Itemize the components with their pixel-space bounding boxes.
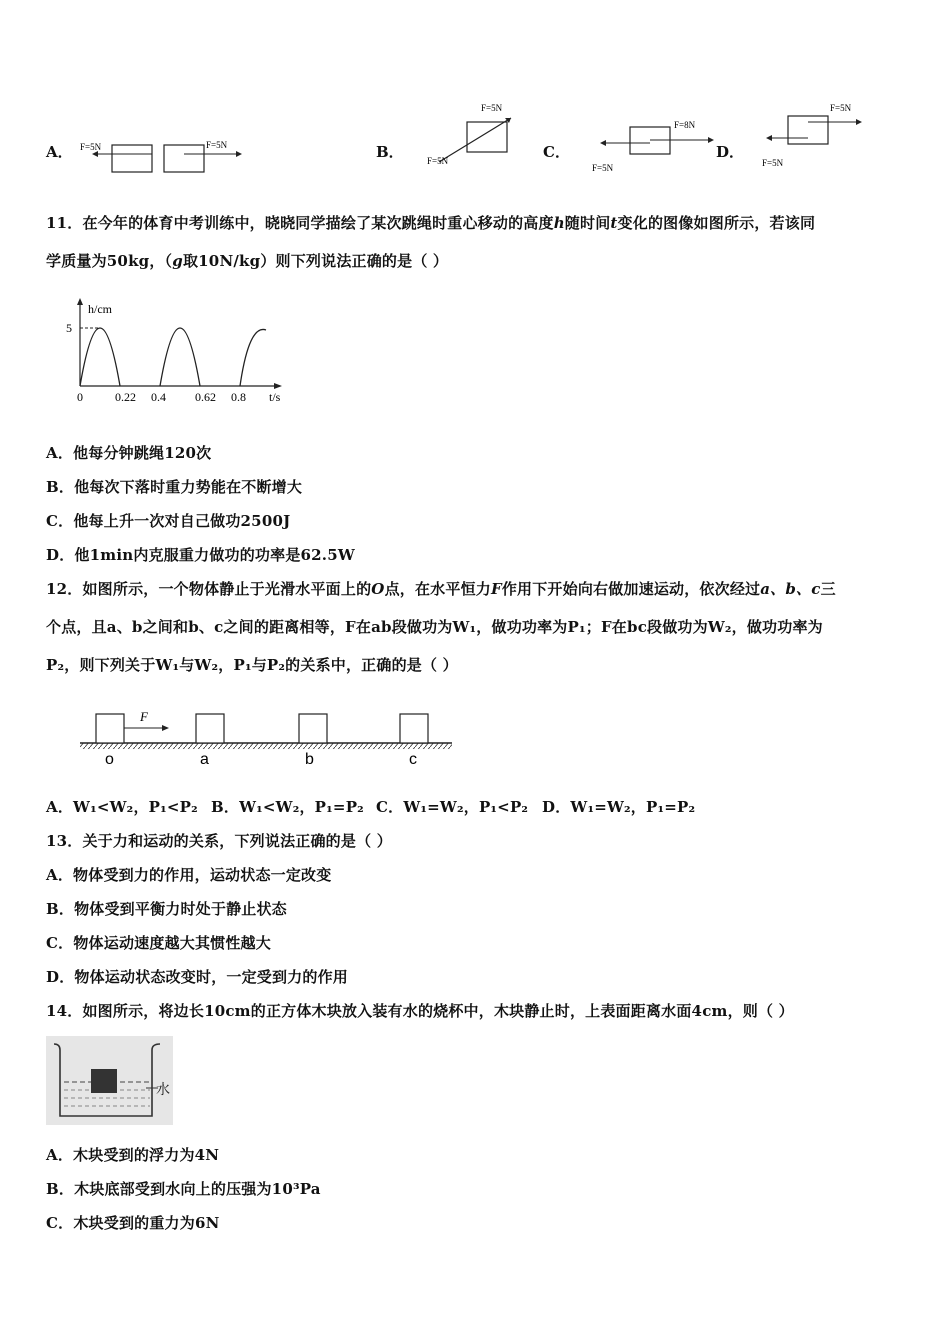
q11-height-time-chart xyxy=(60,296,300,408)
series-curve-2 xyxy=(160,328,200,386)
q12-option-c[interactable]: C．W₁=W₂，P₁<P₂ xyxy=(376,798,529,816)
block-2 xyxy=(164,145,204,172)
q10-option-d-diagram xyxy=(760,100,870,172)
force-label-right: F=5N xyxy=(206,140,228,150)
q12-option-a[interactable]: A．W₁<W₂，P₁<P₂ xyxy=(46,798,198,816)
wood-block xyxy=(91,1069,117,1093)
force-label-bottom: F=5N xyxy=(592,163,614,173)
q12-stem-line1: 12．如图所示，一个物体静止于光滑水平面上的O点，在水平恒力F作用下开始向右做加速运动，依次经过a、b、c三 xyxy=(46,580,836,598)
x-axis-arrow xyxy=(274,383,282,389)
force-label-bottom: F=5N xyxy=(427,156,449,166)
y-axis-label: h/cm xyxy=(88,302,112,316)
y-tick-label: 5 xyxy=(66,321,72,335)
x-tick-label: 0.62 xyxy=(195,390,216,404)
x-tick-label: 0 xyxy=(77,390,83,404)
force-label-bottom: F=5N xyxy=(762,158,784,168)
point-o-label: o xyxy=(105,751,114,768)
series-curve-3 xyxy=(240,329,266,386)
q13-option-b[interactable]: B．物体受到平衡力时处于静止状态 xyxy=(46,900,287,918)
point-c-label: c xyxy=(409,751,417,768)
q12-option-b[interactable]: B．W₁<W₂，P₁=P₂ xyxy=(211,798,364,816)
q12-stem-line3: P₂，则下列关于W₁与W₂，P₁与P₂的关系中，正确的是（ ） xyxy=(46,656,458,674)
q13-option-c[interactable]: C．物体运动速度越大其惯性越大 xyxy=(46,934,271,952)
q14-option-b[interactable]: B．木块底部受到水向上的压强为10³Pa xyxy=(46,1180,321,1198)
q10-option-d-label[interactable]: D． xyxy=(716,143,745,161)
force-label-top: F=5N xyxy=(481,103,503,113)
force-diagonal xyxy=(439,118,511,162)
q10-option-a-label[interactable]: A． xyxy=(46,143,73,161)
q10-option-c-label[interactable]: C． xyxy=(543,143,570,161)
q11-stem-line1: 11．在今年的体育中考训练中，晓晓同学描绘了某次跳绳时重心移动的高度h随时间t变化的图像如图所示，若该同 xyxy=(46,214,816,232)
q11-option-d[interactable]: D．他1min内克服重力做功的功率是62.5W xyxy=(46,546,355,564)
q13-option-a[interactable]: A．物体受到力的作用，运动状态一定改变 xyxy=(46,866,332,884)
q10-option-c-diagram xyxy=(590,116,720,176)
q13-option-d[interactable]: D．物体运动状态改变时，一定受到力的作用 xyxy=(46,968,349,986)
block xyxy=(467,122,507,152)
q11-stem-line2: 学质量为50kg，（g取10N/kg）则下列说法正确的是（ ） xyxy=(46,252,449,270)
q11-option-b[interactable]: B．他每次下落时重力势能在不断增大 xyxy=(46,478,303,496)
q14-option-a[interactable]: A．木块受到的浮力为4N xyxy=(46,1146,220,1164)
q12-motion-diagram xyxy=(80,705,455,775)
force-label-top: F=8N xyxy=(674,120,696,130)
q14-beaker-diagram xyxy=(46,1036,174,1126)
block-1 xyxy=(112,145,152,172)
ground-hatching xyxy=(80,743,452,749)
q10-option-b-diagram xyxy=(425,100,525,175)
q12-stem-line2: 个点，且a、b之间和b、c之间的距离相等，F在ab段做功为W₁，做功功率为P₁；F在bc段做功为W₂，做功功率为 xyxy=(46,618,823,636)
block-o xyxy=(96,714,124,743)
force-label: F xyxy=(140,709,148,724)
y-axis-arrow xyxy=(77,298,83,305)
q11-option-a[interactable]: A．他每分钟跳绳120次 xyxy=(46,444,212,462)
x-tick-label: 0.22 xyxy=(115,390,136,404)
x-tick-label: 0.4 xyxy=(151,390,166,404)
force-label-left: F=5N xyxy=(80,142,102,152)
water-label: 水 xyxy=(156,1082,170,1098)
point-a-label: a xyxy=(200,751,209,768)
x-tick-label: 0.8 xyxy=(231,390,246,404)
block-a xyxy=(196,714,224,743)
series-curve-1 xyxy=(80,328,120,386)
force-label-top: F=5N xyxy=(830,103,852,113)
q14-stem: 14．如图所示，将边长10cm的正方体木块放入装有水的烧杯中，木块静止时，上表面距离水面4cm，则（ ） xyxy=(46,1002,794,1020)
q12-option-d[interactable]: D．W₁=W₂，P₁=P₂ xyxy=(542,798,696,816)
point-b-label: b xyxy=(305,751,314,768)
block xyxy=(788,116,828,144)
q10-option-b-label[interactable]: B． xyxy=(376,143,404,161)
q11-option-c[interactable]: C．他每上升一次对自己做功2500J xyxy=(46,512,291,530)
q10-option-a-diagram xyxy=(76,134,246,182)
q14-option-c[interactable]: C．木块受到的重力为6N xyxy=(46,1214,220,1232)
x-axis-label: t/s xyxy=(269,390,281,404)
q13-stem: 13．关于力和运动的关系，下列说法正确的是（ ） xyxy=(46,832,392,850)
block-b xyxy=(299,714,327,743)
block-c xyxy=(400,714,428,743)
